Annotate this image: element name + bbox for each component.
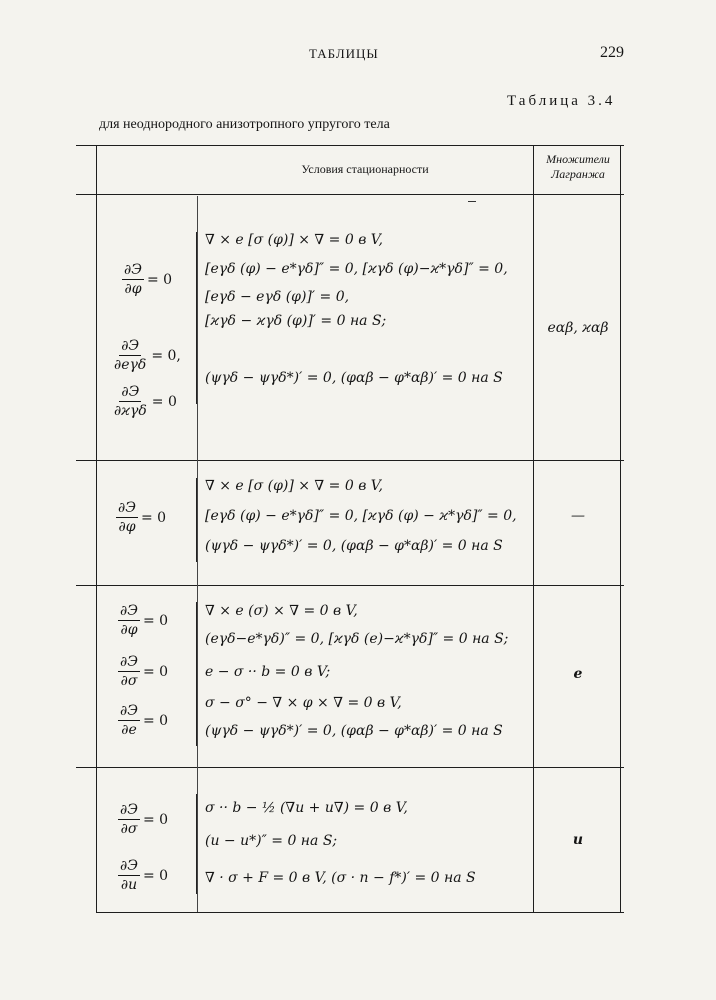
derivative-fraction bbox=[112, 384, 177, 419]
equation-brace bbox=[196, 602, 197, 746]
fraction-denominator: ∂φ bbox=[120, 622, 138, 638]
fraction-rhs: = 0 bbox=[142, 663, 169, 680]
page-number: 229 bbox=[600, 44, 624, 61]
derivative-fraction bbox=[118, 802, 168, 837]
equation-line: [ϰγδ − ϰγδ (φ)]′ = 0 на S; bbox=[205, 313, 387, 329]
table-bottom-rule bbox=[96, 912, 624, 913]
equation-line: (u − u*)″ = 0 на S; bbox=[205, 833, 338, 849]
fraction-rhs: = 0 bbox=[142, 811, 169, 828]
lagrange-multiplier: u bbox=[572, 832, 584, 848]
header-bottom-rule bbox=[76, 194, 624, 195]
equation-line: [eγδ − eγδ (φ)]′ = 0, bbox=[205, 289, 350, 305]
left-border bbox=[96, 145, 97, 913]
fraction-numerator: ∂Э bbox=[118, 500, 136, 516]
table-subtitle: для неоднородного анизотропного упругого тела bbox=[99, 117, 390, 132]
fraction-denominator: ∂u bbox=[120, 877, 138, 893]
table-caption: Таблица 3.4 bbox=[507, 93, 616, 109]
fraction-numerator: ∂Э bbox=[120, 703, 138, 719]
equation-line: e − σ ·· b = 0 в V; bbox=[205, 664, 331, 680]
equation-line: [eγδ (φ) − e*γδ]″ = 0, [ϰγδ (φ) − ϰ*γδ]″ = 0, bbox=[205, 508, 517, 524]
equation-line: σ − σ° − ∇ × φ × ∇ = 0 в V, bbox=[205, 695, 402, 711]
fraction-denominator: ∂σ bbox=[120, 821, 138, 837]
fraction-denominator: ∂ϰγδ bbox=[114, 403, 147, 419]
fraction-rhs: = 0 bbox=[142, 612, 169, 629]
lagrange-multiplier: eαβ, ϰαβ bbox=[547, 320, 609, 336]
conditions-column-header: Условия стационарности bbox=[301, 162, 429, 176]
derivative-fraction bbox=[118, 703, 168, 738]
right-border bbox=[620, 145, 621, 913]
fraction-denominator: ∂φ bbox=[124, 281, 142, 297]
equation-line: ∇ × e [σ (φ)] × ∇ = 0 в V, bbox=[205, 478, 383, 494]
equation-line: σ ·· b − ½ (∇u + u∇) = 0 в V, bbox=[205, 800, 408, 816]
derivative-fraction bbox=[116, 500, 166, 535]
row-divider-2 bbox=[76, 585, 624, 586]
fraction-denominator: ∂eγδ bbox=[114, 357, 147, 373]
fraction-numerator: ∂Э bbox=[121, 384, 140, 400]
equation-brace bbox=[196, 478, 197, 562]
equation-brace bbox=[196, 794, 197, 894]
page-header-title: ТАБЛИЦЫ bbox=[309, 46, 379, 61]
fraction-denominator: ∂σ bbox=[120, 673, 138, 689]
equation-line: (ψγδ − ψγδ*)′ = 0, (φαβ − φ*αβ)′ = 0 на S bbox=[205, 538, 503, 554]
fraction-denominator: ∂φ bbox=[118, 519, 136, 535]
lagrange-multiplier: — bbox=[571, 508, 585, 524]
fraction-denominator: ∂e bbox=[121, 722, 137, 738]
stray-mark bbox=[468, 201, 476, 202]
fraction-rhs: = 0 bbox=[142, 867, 169, 884]
derivative-fraction bbox=[118, 603, 168, 638]
table-top-rule bbox=[76, 145, 624, 146]
fraction-rhs: = 0 bbox=[142, 712, 169, 729]
fraction-rhs: = 0 bbox=[146, 271, 173, 288]
equation-line: (eγδ−e*γδ)″ = 0, [ϰγδ (e)−ϰ*γδ]″ = 0 на S; bbox=[205, 631, 509, 647]
equation-line: (ψγδ − ψγδ*)′ = 0, (φαβ − φ*αβ)′ = 0 на S bbox=[205, 723, 503, 739]
fraction-rhs: = 0 bbox=[151, 393, 177, 410]
derivative-fraction bbox=[118, 858, 168, 893]
fraction-numerator: ∂Э bbox=[120, 802, 138, 818]
fraction-rhs: = 0, bbox=[151, 347, 181, 364]
fraction-numerator: ∂Э bbox=[120, 654, 138, 670]
derivative-fraction bbox=[112, 338, 181, 373]
fraction-numerator: ∂Э bbox=[120, 603, 138, 619]
equation-line: (ψγδ − ψγδ*)′ = 0, (φαβ − φ*αβ)′ = 0 на S bbox=[205, 370, 503, 386]
fraction-numerator: ∂Э bbox=[121, 338, 140, 354]
equation-line: ∇ · σ + F = 0 в V, (σ · n − f*)′ = 0 на S bbox=[205, 870, 476, 886]
lagrange-column-header: Множители Лагранжа bbox=[546, 152, 610, 181]
row-divider-3 bbox=[76, 767, 624, 768]
conditions-column-left bbox=[197, 196, 198, 912]
lagrange-multiplier: e bbox=[573, 666, 583, 682]
equation-brace bbox=[196, 232, 197, 404]
equation-line: ∇ × e [σ (φ)] × ∇ = 0 в V, bbox=[205, 232, 383, 248]
equation-line: ∇ × e (σ) × ∇ = 0 в V, bbox=[205, 603, 358, 619]
derivative-fraction bbox=[118, 654, 168, 689]
derivative-fraction bbox=[122, 262, 172, 297]
row-divider-1 bbox=[76, 460, 624, 461]
equation-line: [eγδ (φ) − e*γδ]″ = 0, [ϰγδ (φ)−ϰ*γδ]″ = 0, bbox=[205, 261, 508, 277]
fraction-numerator: ∂Э bbox=[120, 858, 138, 874]
fraction-numerator: ∂Э bbox=[124, 262, 142, 278]
lagrange-column-left bbox=[533, 145, 534, 913]
fraction-rhs: = 0 bbox=[140, 509, 167, 526]
